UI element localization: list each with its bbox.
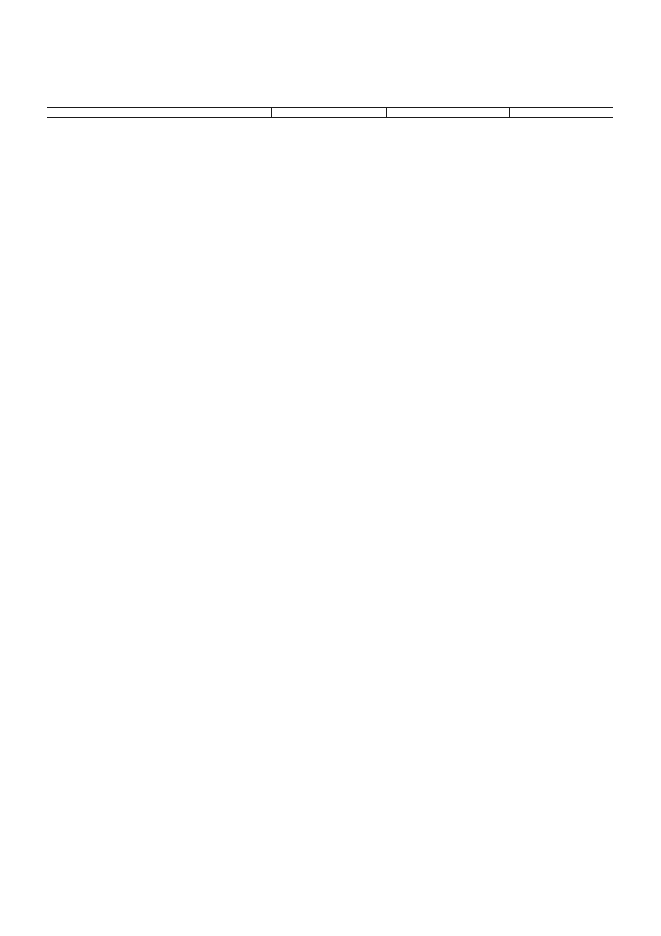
table-4 (47, 107, 613, 118)
header-acceptance-number (387, 108, 510, 118)
document-body (75, 96, 613, 128)
header-lot-size (47, 108, 272, 118)
table-header-row (47, 108, 613, 118)
header-sample-size (272, 108, 387, 118)
header-rejection-number (510, 108, 614, 118)
